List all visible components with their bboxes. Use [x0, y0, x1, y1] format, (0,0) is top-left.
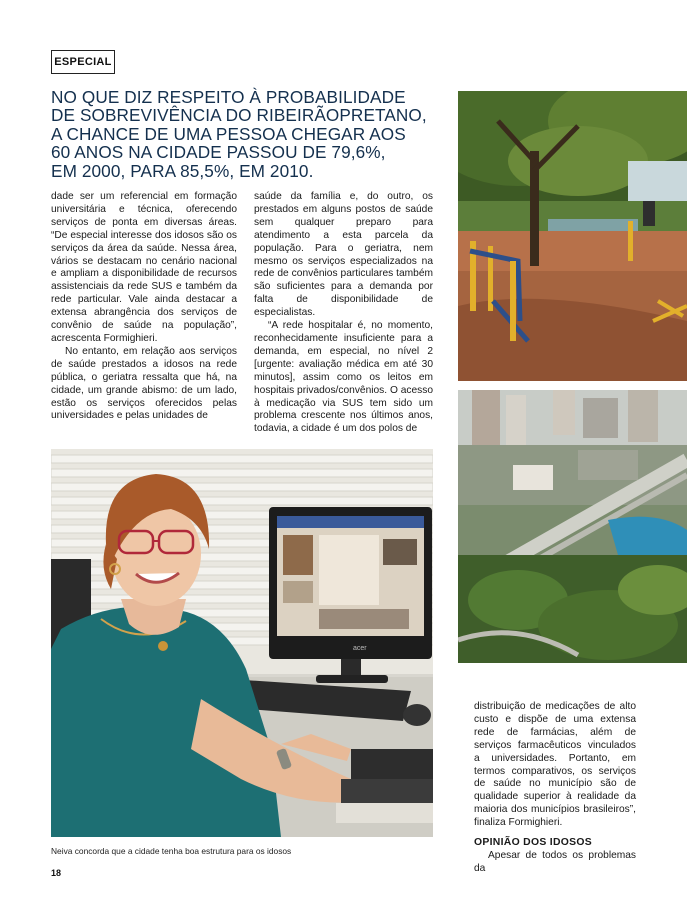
- aerial-city-photo: [458, 390, 687, 663]
- paragraph: saúde da família e, do outro, os prestados em alguns postos de saúde sem qualquer preparo para atendimento a esta parcela da população. Para o geriatra, nem mesmo os serviços especializados na rede de convênios particulares também são suficientes para a demanda por falta de disponibilidade de especialistas.: [254, 191, 433, 319]
- aerial-illustration: [458, 390, 687, 663]
- park-photo: [458, 91, 687, 381]
- headline-line: 60 ANOS NA CIDADE PASSOU DE 79,6%,: [51, 142, 386, 163]
- section-subhead: OPINIÃO DOS IDOSOS: [474, 837, 592, 849]
- body-column-2: [254, 191, 433, 436]
- headline-line: NO QUE DIZ RESPEITO À PROBABILIDADE: [51, 87, 406, 107]
- paragraph: No entanto, em relação aos serviços de saúde prestados a idosos na rede pública, o geriatra ressalta que há, na cidade, um grande abismo: de um lado, estão os serviços oferecidos pelas universidades e pelas unidades de: [51, 345, 237, 422]
- headline-line: EM 2000, PARA 85,5%, EM 2010.: [51, 160, 314, 181]
- woman-at-computer-photo: [51, 449, 433, 837]
- monitor-brand: acer: [353, 645, 367, 652]
- paragraph: dade ser um referencial em formação universitária e técnica, oferecendo serviços de ponta em diversas áreas. “De especial interesse dos idosos são os serviços da área da saúde. Nessa área, vários se destacam no cenário nacional e ampliam a disponibilidade de recursos assistenciais da rede SUS e também da rede particular. Vale ainda destacar a extensa abrangência dos serviços de convênio de saúde na população”, acrescenta Formighieri.: [51, 191, 237, 344]
- headline-line: DE SOBREVIVÊNCIA DO RIBEIRÃOPRETANO,: [51, 105, 427, 126]
- page-number: 18: [51, 868, 62, 878]
- body-column-3: [474, 701, 636, 876]
- body-column-1: [51, 191, 237, 423]
- section-tag: ESPECIAL: [51, 50, 115, 74]
- paragraph: Apesar de todos os problemas da: [474, 849, 636, 874]
- portrait-illustration: [51, 449, 433, 837]
- headline-line: A CHANCE DE UMA PESSOA CHEGAR AOS: [51, 123, 406, 144]
- paragraph: “A rede hospitalar é, no momento, reconhecidamente insuficiente para a demanda, em especial, no nível 2 [urgente: avaliação médica em até 30 minutos], assim como os leitos em hospitais privados/convênios. O acesso à medicação via SUS tem sido um problema crescente nos últimos anos, todavia, a cidade é um dos polos de: [254, 320, 433, 435]
- headline: [51, 88, 451, 180]
- paragraph: distribuição de medicações de alto custo e dispõe de uma extensa rede de farmácias, além de serviços farmacêuticos vinculados a universidades. Portanto, em termos comparativos, os serviços de saúde no município são de qualidade superior à realidade da maioria dos municípios brasileiros”, finaliza Formighieri.: [474, 701, 636, 829]
- photo-caption: Neiva concorda que a cidade tenha boa estrutura para os idosos: [51, 846, 292, 856]
- park-illustration: [458, 91, 687, 381]
